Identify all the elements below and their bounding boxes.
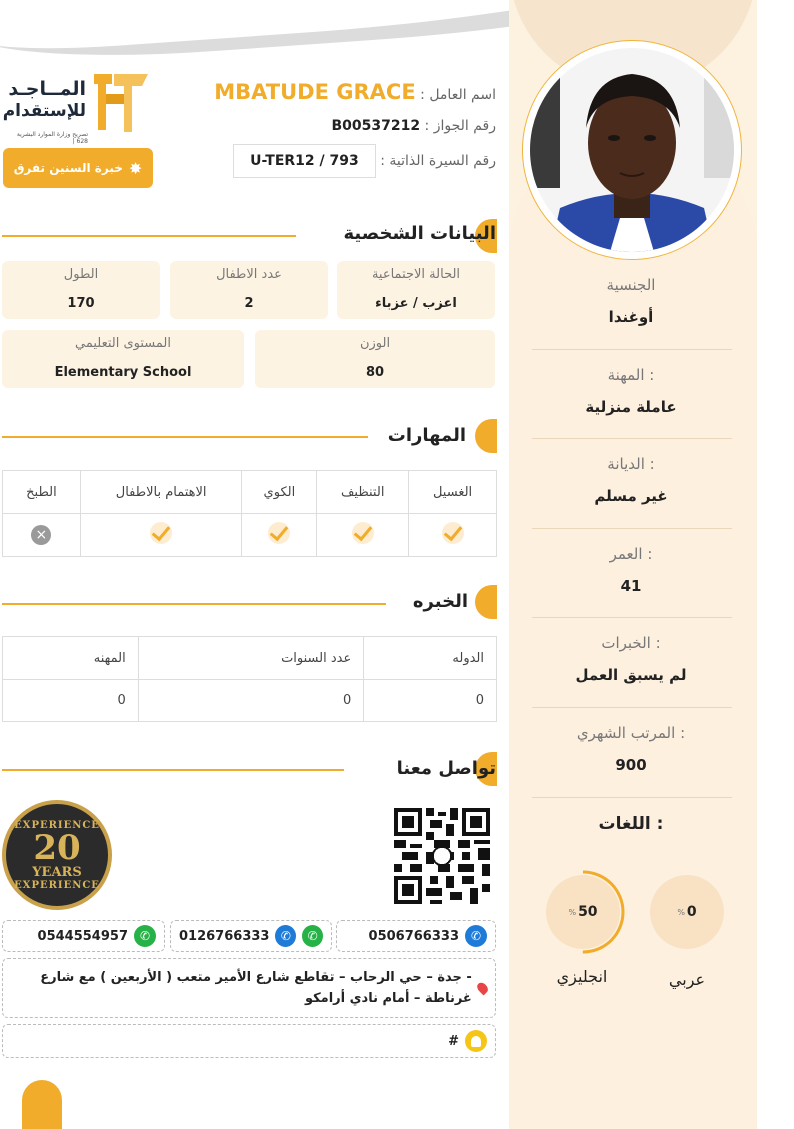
sidebar-divider (532, 617, 732, 618)
weight-card (255, 330, 495, 388)
arabic-value: 0 (686, 904, 697, 920)
bottom-tab-decoration (22, 1080, 62, 1129)
check-icon (442, 522, 464, 544)
passport-label: رقم الجواز : (424, 118, 496, 134)
sidebar-divider (532, 797, 732, 798)
profession-item (530, 366, 732, 416)
contact-title: تواصل معنا (396, 758, 496, 779)
phone2-number: 0126766333 (179, 928, 270, 944)
english-percent (546, 875, 620, 949)
check-icon (268, 522, 290, 544)
children-value: 2 (244, 296, 254, 311)
cv-value: U-TER12 / 793 (250, 153, 359, 169)
worker-photo (530, 48, 734, 252)
exp-header-country: الدوله (364, 637, 497, 680)
english-value: 50 (578, 904, 598, 920)
qr-code[interactable] (394, 808, 490, 904)
check-icon (352, 522, 374, 544)
whatsapp-icon: ✆ (134, 925, 156, 947)
section-line (2, 603, 386, 605)
worker-name-value: MBATUDE GRACE (214, 80, 416, 104)
section-marker (475, 419, 497, 453)
languages-title: اللغات : (598, 814, 664, 834)
nationality-value: أوغندا (608, 308, 654, 326)
phone-icon: ✆ (275, 925, 296, 947)
experience-value: لم يسبق العمل (575, 666, 687, 684)
experience-button[interactable] (3, 148, 153, 188)
religion-item (530, 455, 732, 505)
logo-text (4, 78, 86, 122)
snapchat-box[interactable] (2, 1024, 496, 1058)
age-item (530, 545, 732, 595)
height-value: 170 (67, 296, 95, 311)
worker-name-row (214, 80, 496, 104)
religion-label: الديانة : (607, 455, 655, 473)
phone1-number: 0506766333 (368, 928, 459, 944)
education-card (2, 330, 244, 388)
experience-item (530, 634, 732, 684)
skills-table (2, 470, 497, 557)
location-pin-icon (475, 981, 490, 996)
salary-label: المرتب الشهري : (576, 724, 686, 742)
exp-years: 0 (138, 680, 364, 722)
phone-icon: ✆ (465, 925, 487, 947)
check-icon (150, 522, 172, 544)
marital-value: اعزب / عزباء (375, 296, 457, 311)
cv-box (233, 144, 376, 178)
education-label: المستوى التعليمي (75, 336, 171, 351)
age-value: 41 (620, 577, 642, 595)
logo-icon (84, 70, 150, 136)
badge-bottom: EXPERIENCE (14, 879, 100, 891)
salary-value: 900 (615, 756, 647, 774)
skill-cleaning: التنظيف (317, 471, 409, 514)
experience-button-label: خبرة السنين تفرق (13, 161, 123, 175)
skill-ironing: الكوي (242, 471, 317, 514)
skill-cooking: الطبخ (3, 471, 81, 514)
address-text: - جدة – حي الرحاب – تقاطع شارع الأمير متعب ( الأربعين ) مع شارع غرناطة – أمام نادي أرامكو (40, 970, 472, 1006)
badge-unit: YEARS (32, 864, 82, 880)
skills-title: المهارات (387, 425, 466, 446)
salary-item (530, 724, 732, 774)
worker-name-label: اسم العامل : (420, 87, 496, 103)
section-line (2, 235, 296, 237)
height-label: الطول (63, 267, 99, 282)
phone3-number: 0544554957 (37, 928, 128, 944)
percent-sign: % (568, 907, 577, 917)
logo-line2: للإستقدام (2, 101, 86, 121)
logo-line1: المــاجـد (8, 78, 86, 100)
experience-label: الخبرات : (601, 634, 661, 652)
skill-childcare: الاهتمام بالاطفال (80, 471, 242, 514)
english-progress (539, 868, 627, 956)
percent-sign: % (677, 907, 685, 917)
sidebar-divider (532, 528, 732, 529)
badge-top: EXPERIENCE (14, 819, 100, 831)
passport-row (331, 118, 496, 134)
sidebar-divider (532, 707, 732, 708)
snapchat-icon (465, 1030, 487, 1052)
sidebar-divider (532, 438, 732, 439)
age-label: العمر : (609, 545, 653, 563)
english-label: انجليزي (556, 967, 608, 986)
children-label: عدد الاطفال (216, 267, 282, 282)
personal-title: البيانات الشخصية (343, 223, 496, 244)
marital-label: الحالة الاجتماعية (371, 267, 461, 282)
exp-header-years: عدد السنوات (138, 637, 364, 680)
experience-20-years-badge (2, 800, 112, 910)
children-card (170, 261, 328, 319)
cv-row (233, 144, 496, 178)
cross-icon: × (31, 525, 51, 545)
arabic-label: عربي (668, 970, 706, 989)
section-line (2, 436, 368, 438)
weight-label: الوزن (359, 336, 391, 351)
nationality-label: الجنسية (606, 276, 656, 294)
height-card (2, 261, 160, 319)
phone1-box[interactable] (336, 920, 496, 952)
marital-card (337, 261, 495, 319)
experience-table (2, 636, 497, 722)
phone3-box[interactable] (2, 920, 165, 952)
cv-label: رقم السيرة الذاتية : (380, 153, 496, 169)
education-value: Elementary School (54, 365, 192, 380)
arabic-percent (650, 875, 724, 949)
exp-country: 0 (364, 680, 497, 722)
snapchat-handle: # (448, 1033, 459, 1049)
profession-value: عاملة منزلية (585, 398, 677, 416)
star-icon: ✸ (128, 158, 143, 178)
sidebar-divider (532, 349, 732, 350)
nationality-item (530, 276, 732, 326)
exp-header-profession: المهنه (3, 637, 139, 680)
skill-washing: الغسيل (409, 471, 497, 514)
section-line (2, 769, 344, 771)
experience-title: الخبره (412, 591, 468, 612)
badge-number: 20 (33, 827, 81, 868)
address-box[interactable] (2, 958, 496, 1018)
weight-value: 80 (365, 365, 385, 380)
profession-label: المهنة : (607, 366, 655, 384)
religion-value: غير مسلم (594, 487, 668, 505)
exp-profession: 0 (3, 680, 139, 722)
phone2-box[interactable] (170, 920, 332, 952)
whatsapp-icon: ✆ (302, 925, 323, 947)
logo-license: تصريح وزارة الموارد البشرية 628 | (16, 131, 88, 145)
passport-value: B00537212 (331, 118, 421, 134)
section-marker (475, 585, 497, 619)
